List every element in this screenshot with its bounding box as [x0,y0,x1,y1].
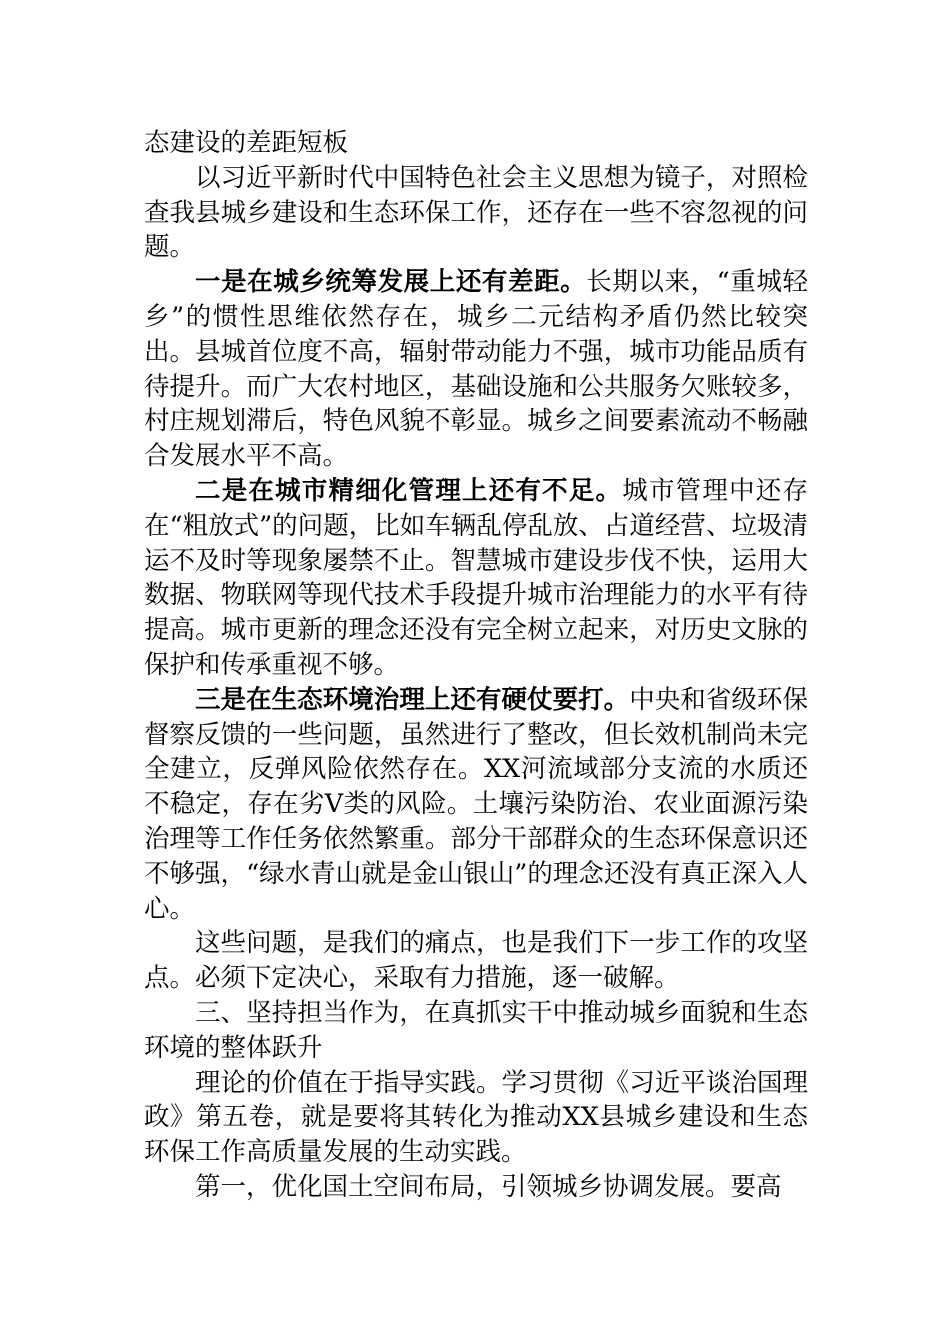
paragraph-issue-two [144,474,808,683]
section-heading-three: 三、坚持担当作为，在真抓实干中推动城乡面貌和生态环境的整体跃升 [144,997,808,1063]
paragraph-heading-continuation: 态建设的差距短板 [144,128,349,158]
issue-two-text: 城市管理中还存在“粗放式”的问题，比如车辆乱停乱放、占道经营、垃圾清运不及时等现象屡禁不止。智慧城市建设步伐不快，运用大数据、物联网等现代技术手段提升城市治理能力的水平有待提高。城市更新的理念还没有完全树立起来，对历史文脉的保护和传承重视不够。 [144,475,808,680]
paragraph-issue-three [144,683,808,927]
issue-one-text: 长期以来，“重城轻乡”的惯性思维依然存在，城乡二元结构矛盾仍然比较突出。县城首位度不高，辐射带动能力不强，城市功能品质有待提升。而广大农村地区，基础设施和公共服务欠账较多，村庄规划滞后，特色风貌不彰显。城乡之间要素流动不畅融合发展水平不高。 [144,267,808,472]
issue-two-title: 二是在城市精细化管理上还有不足。 [195,475,623,506]
document-body [144,126,808,1205]
paragraph-intro: 以习近平新时代中国特色社会主义思想为镜子，对照检查我县城乡建设和生态环保工作，还存在一些不容忽视的问题。 [144,162,808,263]
paragraph-first-measure: 第一，优化国土空间布局，引领城乡协调发展。要高 [195,1171,782,1202]
issue-three-text: 中央和省级环保督察反馈的一些问题，虽然进行了整改，但长效机制尚未完全建立，反弹风险依然存在。XX河流域部分支流的水质还不稳定，存在劣Ⅴ类的风险。土壤污染防治、农业面源污染治理等工作任务依然繁重。部分干部群众的生态环保意识还不够强，“绿水青山就是金山银山”的理念还没有真正深入人心。 [144,684,808,924]
issue-one-title: 一是在城乡统筹发展上还有差距。 [195,267,587,298]
paragraph-issue-one [144,265,808,474]
paragraph-pain-points: 这些问题，是我们的痛点，也是我们下一步工作的攻坚点。必须下定决心，采取有力措施，逐一破解。 [144,928,808,994]
issue-three-title: 三是在生态环境治理上还有硬仗要打。 [195,684,630,715]
paragraph-theory-practice: 理论的价值在于指导实践。学习贯彻《习近平谈治国理政》第五卷，就是要将其转化为推动XX县城乡建设和生态环保工作高质量发展的生动实践。 [144,1067,808,1168]
